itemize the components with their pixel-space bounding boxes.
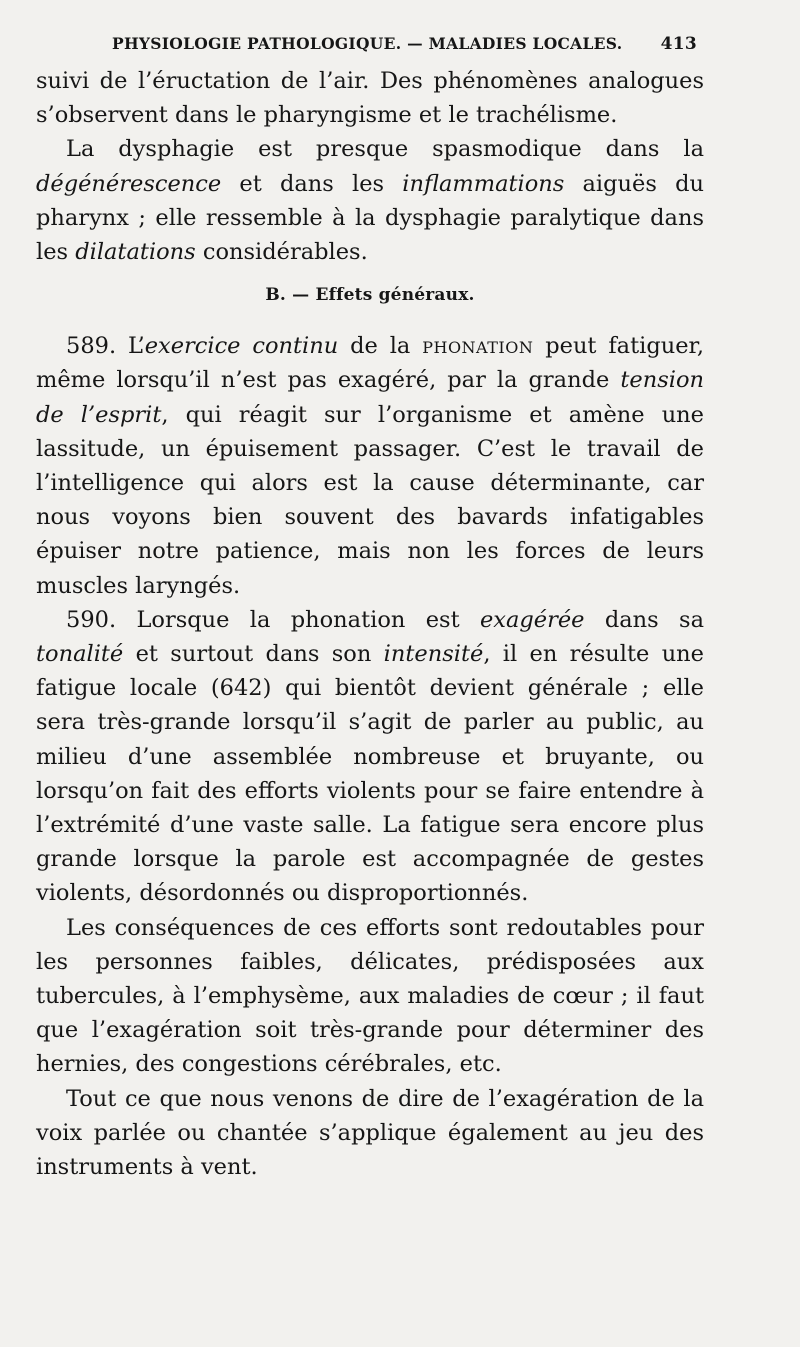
text-run: et surtout dans son: [123, 641, 384, 668]
text-run: Lorsque la phonation est: [116, 606, 480, 633]
text-run: peut fatiguer, même lorsqu’il n’est pas exagéré, par la grande: [36, 333, 704, 394]
paragraph-consequences-text: Les conséquences de ces efforts sont redoutables pour les personnes faibles, délicates, prédisposées aux tubercules, à l’emphysème, aux maladies de cœur ; il faut que l’exagération soit très-grande pour déterminer des hernies, des congestions cérébrales, etc.: [36, 914, 704, 1078]
paragraph-dysphagie: [36, 132, 704, 269]
paragraph-intro: [36, 64, 704, 132]
italic-term: dégénérescence: [36, 170, 222, 197]
paragraph-final-text: Tout ce que nous venons de dire de l’exagération de la voix parlée ou chantée s’applique également au jeu des instruments à vent.: [36, 1085, 704, 1181]
body-text: [36, 64, 704, 1184]
paragraph-intro-text: suivi de l’éructation de l’air. Des phénomènes analogues s’observent dans le pharyngisme et le trachélisme.: [36, 68, 704, 129]
page-number: 413: [660, 34, 697, 54]
paragraph-589: [36, 329, 704, 603]
paragraph-number: 590.: [66, 606, 117, 633]
italic-term: exagérée: [479, 606, 585, 633]
text-run: La dysphagie est presque spasmodique dans la: [66, 136, 704, 163]
text-run: et dans les: [221, 170, 403, 197]
italic-term: tension de l’esprit: [36, 367, 704, 428]
section-heading: B. — Effets généraux.: [265, 285, 475, 306]
paragraph-final: [36, 1082, 704, 1185]
text-run: , qui réagit sur l’organisme et amène une lassitude, un épuisement passager. C’est le travail de l’intelligence qui alors est la cause déterminante, car nous voyons bien souvent des bavards infatigables épuiser notre patience, mais non les forces de leurs muscles laryngés.: [36, 401, 704, 599]
paragraph-590: [36, 603, 704, 911]
italic-term: intensité: [383, 641, 484, 668]
running-head: [112, 34, 697, 58]
text-run: de la: [338, 333, 423, 360]
smallcaps-term: phonation: [422, 333, 534, 360]
text-run: , il en résulte une fatigue locale (642) qui bientôt devient générale ; elle sera très-grande lorsqu’il s’agit de parler au public, au milieu d’une assemblée nombreuse et bruyante, ou lorsqu’on fait des efforts violents pour se faire entendre à l’extrémité d’une vaste salle. La fatigue sera encore plus grande lorsque la parole est accompagnée de gestes violents, désordonnés ou disproportionnés.: [36, 641, 704, 907]
italic-term: dilatations: [75, 239, 196, 266]
italic-term: tonalité: [36, 641, 124, 668]
text-run: considérables.: [195, 239, 368, 266]
text-run: L’: [116, 333, 145, 360]
text-run: dans sa: [584, 606, 704, 633]
paragraph-number: 589.: [66, 333, 117, 360]
paragraph-consequences: [36, 911, 704, 1082]
text-run: aiguës du pharynx ; elle ressemble à la dysphagie paralytique dans les: [36, 170, 704, 266]
italic-term: inflammations: [402, 170, 565, 197]
running-head-title: PHYSIOLOGIE PATHOLOGIQUE. — MALADIES LOCALES.: [112, 34, 623, 53]
italic-term: exercice continu: [144, 333, 339, 360]
